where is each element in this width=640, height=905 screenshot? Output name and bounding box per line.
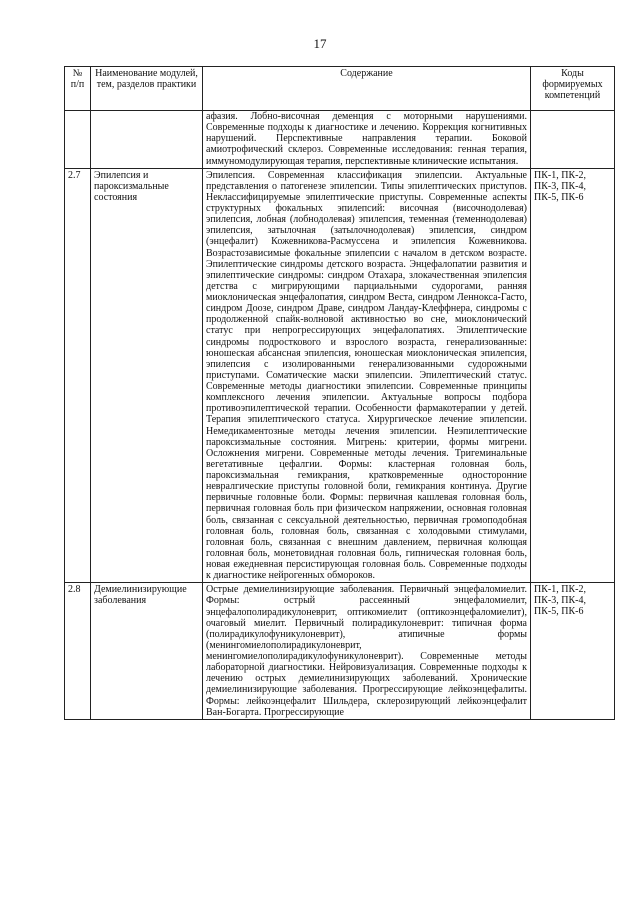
- row-competency-codes: [531, 111, 615, 169]
- table-row: [65, 168, 615, 583]
- row-content: Острые демиелинизирующие заболевания. Первичный энцефаломиелит. Формы: острый рассеянный энцефаломиелит, энцефалополирадикулоневрит, оптикомиелит (оптикоэнцефаломиелит), очаговый миелит. Первичный полирадикулоневрит: типичная форма (полирадикулофуникулоневрит), атипичные формы (менингомиелополирадикулоневрит, менингомиелополирадикулофуникулоневрит). Современные методы лабораторной диагностики. Нейровизуализация. Современные подходы к лечению острых демиелинизирующих заболеваний. Хронические демиелинизирующие заболевания. Прогрессирующие лейкоэнцефалиты. Формы: лейкоэнцефалит Шильдера, склерозирующий лейкоэнцефалит Ван-Богарта. Прогрессирующие: [203, 583, 531, 720]
- header-content: Содержание: [203, 67, 531, 111]
- row-topic-name: Демиелинизирующие заболевания: [91, 583, 203, 720]
- row-competency-codes: ПК-1, ПК-2, ПК-3, ПК-4, ПК-5, ПК-6: [531, 583, 615, 720]
- row-content: Эпилепсия. Современная классификация эпилепсии. Актуальные представления о патогенезе эпилепсии. Типы эпилептических приступов. Неклассифицируемые эпилептические приступы. Современные аспекты структурных фокальных эпилепсий: височная (височнодолевая) эпилепсия, лобная (лобнодолевая) эпилепсия, теменная (теменнодолевая) эпилепсия, затылочная (затылочнодолевая) эпилепсия, синдром (энцефалит) Кожевникова-Расмуссена и эпилепсия Кожевникова. Возрастозависимые фокальные эпилепсии с началом в детском возрасте. Эпилептические синдромы детского возраста. Энцефалопатии развития и эпилептические синдромы: синдром Отахара, злокачественная эпилепсия детства с мигрирующими парциальными судорогами, ранняя миоклоническая энцефалопатия, синдром Веста, синдром Леннокса-Гасто, синдром Доозе, синдром Драве, синдром Ландау-Клеффнера, синдромы с продолженной спайк-волновой активностью во сне, миоклонический статус при непрогрессирующих энцефалопатиях. Эпилептические синдромы подросткового и взрослого возраста, генерализованные: юношеская абсансная эпилепсия, юношеская миоклоническая эпилепсия, эпилепсия с изолированными генерализованными судорожными приступами. Соматические маски эпилепсии. Эпилептический статус. Современные методы диагностики эпилепсии. Современные принципы комплексного лечения эпилепсии. Актуальные вопросы подбора противоэпилептической терапии. Особенности фармакотерапии у детей. Терапия эпилептического статуса. Хирургическое лечение эпилепсии. Немедикаментозные методы лечения эпилепсии. Неэпилептические пароксизмальные состояния. Мигрень: критерии, формы мигрени. Осложнения мигрени. Современные методы лечения. Тригеминальные вегетативные цефалгии. Формы: кластерная головная боль, пароксизмальная гемикрания, кратковременные односторонние невралгические приступы головной боли, гемикрания континуа. Другие первичные головные боли. Формы: первичная кашлевая головная боль, первичная головная боль при физическом напряжении, основная головная боль, связанная с сексуальной деятельностью, первичная громоподобная головная боль, головная боль, связанная с холодовыми стимулами, головная боль, связанная с внешним давлением, первичная колющая головная боль, монетовидная головная боль, гипническая головная боль, новая ежедневная персистирующая головная боль. Современные подходы к диагностике нейрогенных обмороков.: [203, 168, 531, 583]
- row-topic-name: [91, 111, 203, 169]
- header-num: № п/п: [65, 67, 91, 111]
- row-content: афазия. Лобно-височная деменция с моторными нарушениями. Современные подходы к диагностике и лечению. Коррекция когнитивных нарушений. Перспективные направления терапии. Боковой амиотрофический склероз. Современные исследования: генная терапия, иммуномодулирующая терапия, перспективные клинические испытания.: [203, 111, 531, 169]
- table-row: [65, 583, 615, 720]
- header-name: Наименование модулей, тем, разделов практики: [91, 67, 203, 111]
- table-row: [65, 111, 615, 169]
- table-header-row: [65, 67, 615, 111]
- row-number: 2.7: [65, 168, 91, 583]
- row-number: 2.8: [65, 583, 91, 720]
- row-competency-codes: ПК-1, ПК-2, ПК-3, ПК-4, ПК-5, ПК-6: [531, 168, 615, 583]
- row-topic-name: Эпилепсия и пароксизмальные состояния: [91, 168, 203, 583]
- curriculum-table: [64, 66, 615, 720]
- header-codes: Коды формируемых компетенций: [531, 67, 615, 111]
- row-number: [65, 111, 91, 169]
- page-number: 17: [313, 36, 327, 51]
